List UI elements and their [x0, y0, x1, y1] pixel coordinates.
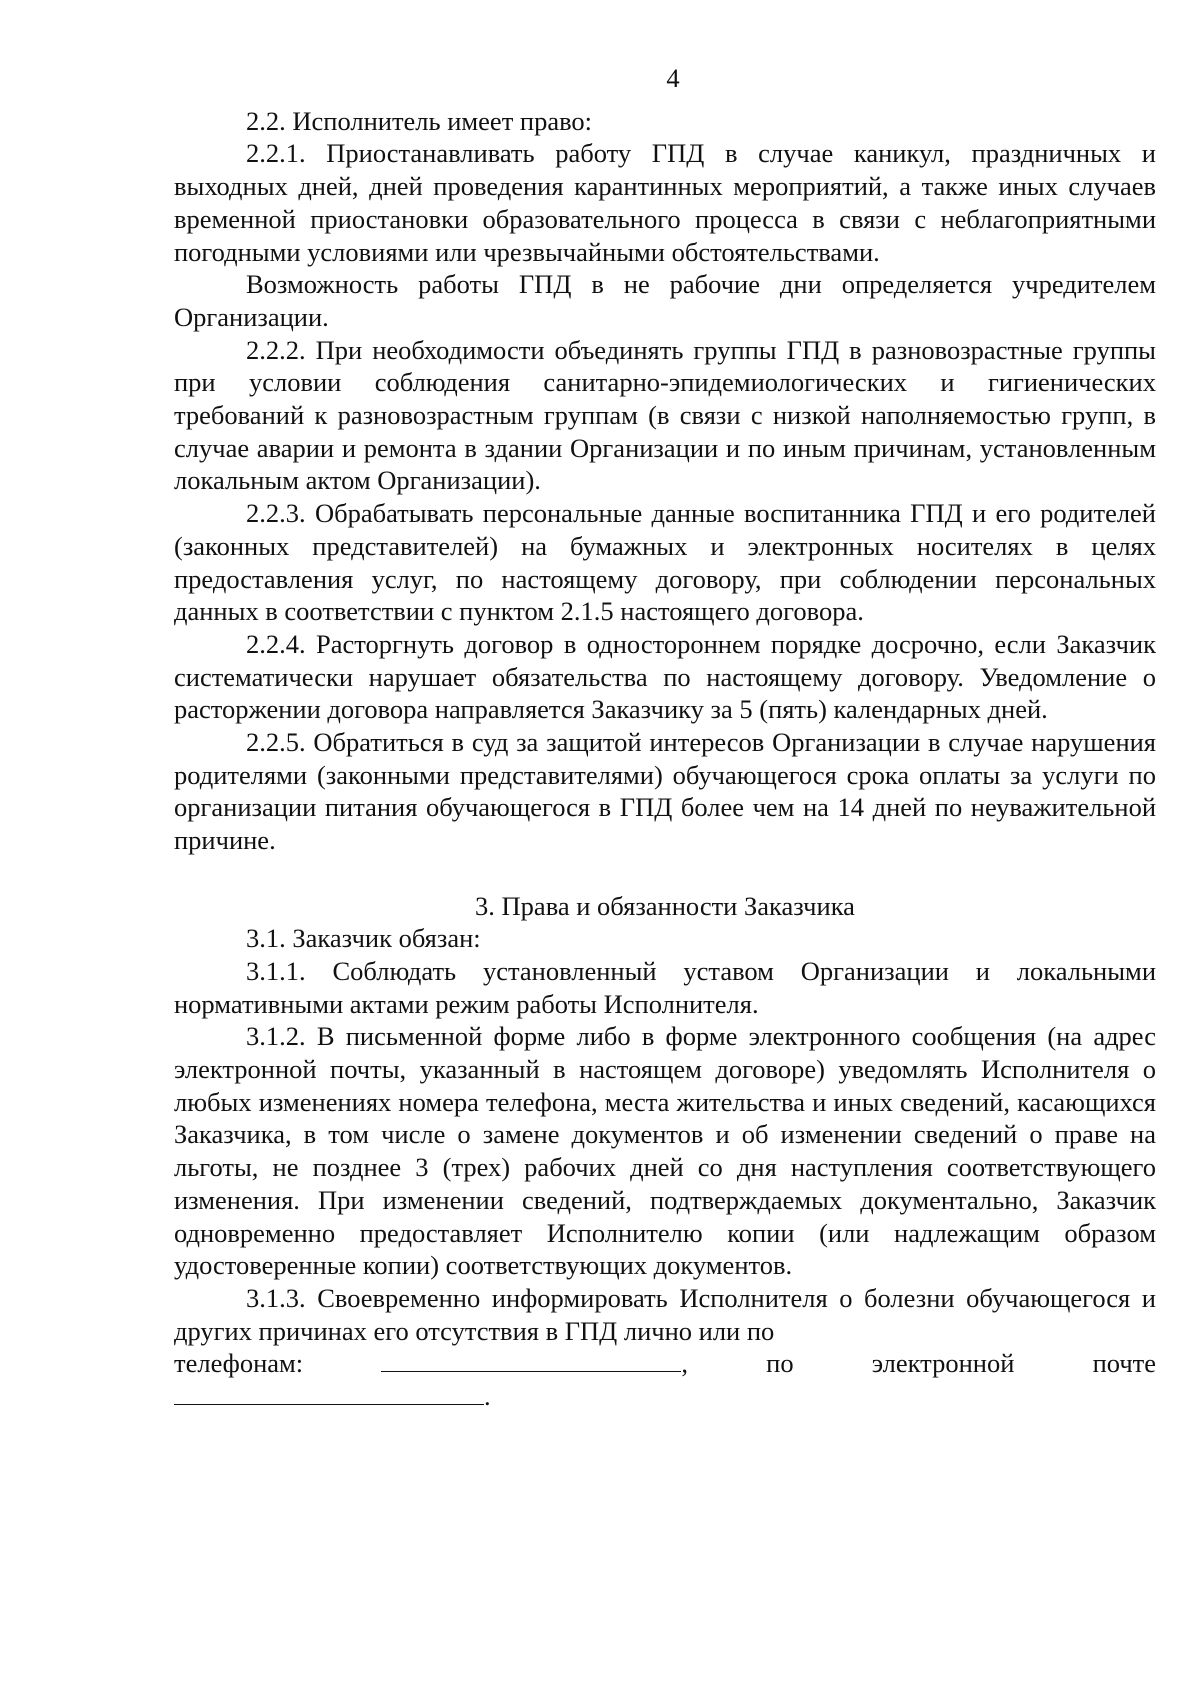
clause-2-2-4: 2.2.4. Расторгнуть договор в одностороннем порядке досрочно, если Заказчик систематически нарушает обязательства по настоящему договору. Уведомление о расторжении договора направляется Заказчику за 5 (пять) календарных дней.	[174, 628, 1156, 725]
clause-2-2-1-note: Возможность работы ГПД в не рабочие дни определяется учредителем Организации.	[174, 269, 1156, 332]
page-number: 4	[666, 63, 680, 93]
document-page	[174, 62, 1156, 1413]
email-label: по электронной почте	[766, 1348, 1156, 1379]
email-blank-field[interactable]	[174, 1380, 484, 1405]
clause-2-2-2: 2.2.2. При необходимости объединять группы ГПД в разновозрастные группы при условии соблюдения санитарно-эпидемиологических и гигиенических требований к разновозрастным группам (в связи с низкой наполняемостью групп, в случае аварии и ремонта в здании Организации и по иным причинам, установленным локальным актом Организации).	[174, 334, 1156, 496]
clause-3-1-3-email-line	[174, 1380, 1156, 1413]
clause-2-2-1: 2.2.1. Приостанавливать работу ГПД в случае каникул, праздничных и выходных дней, дней проведения карантинных мероприятий, а также иных случаев временной приостановки образовательного процесса в связи с неблагоприятными погодными условиями или чрезвычайными обстоятельствами.	[174, 138, 1156, 267]
clause-3-1-3: 3.1.3. Своевременно информировать Исполнителя о болезни обучающегося и других причинах его отсутствия в ГПД лично или по	[174, 1283, 1156, 1346]
clause-2-2: 2.2. Исполнитель имеет право:	[246, 105, 593, 136]
clause-2-2-5: 2.2.5. Обратиться в суд за защитой интересов Организации в случае нарушения родителями (законными представителями) обучающегося срока оплаты за услуги по организации питания обучающегося в ГПД более чем на 14 дней по неуважительной причине.	[174, 727, 1156, 856]
clause-3-1: 3.1. Заказчик обязан:	[246, 923, 481, 954]
clause-2-2-3: 2.2.3. Обрабатывать персональные данные воспитанника ГПД и его родителей (законных представителей) на бумажных и электронных носителях в целях предоставления услуг, по настоящему договору, при соблюдении персональных данных в соответствии с пунктом 2.1.5 настоящего договора.	[174, 498, 1156, 627]
phone-blank-field[interactable]	[381, 1347, 681, 1372]
period: .	[484, 1381, 491, 1412]
clause-3-1-2: 3.1.2. В письменной форме либо в форме электронного сообщения (на адрес электронной почты, указанный в настоящем договоре) уведомлять Исполнителя о любых изменениях номера телефона, места жительства и иных сведений, касающихся Заказчика, в том числе о замене документов и об изменении сведений о праве на льготы, не позднее 3 (трех) рабочих дней со дня наступления соответствующего изменения. При изменении сведений, подтверждаемых документально, Заказчик одновременно предоставляет Исполнителю копии (или надлежащим образом удостоверенные копии) соответствующих документов.	[174, 1021, 1156, 1281]
section-3-heading: 3. Права и обязанности Заказчика	[475, 890, 855, 921]
clause-3-1-3-contacts-line	[174, 1347, 1156, 1380]
clause-3-1-1: 3.1.1. Соблюдать установленный уставом Организации и локальными нормативными актами режим работы Исполнителя.	[174, 955, 1156, 1019]
comma: ,	[681, 1348, 688, 1379]
phones-label: телефонам:	[174, 1348, 304, 1379]
